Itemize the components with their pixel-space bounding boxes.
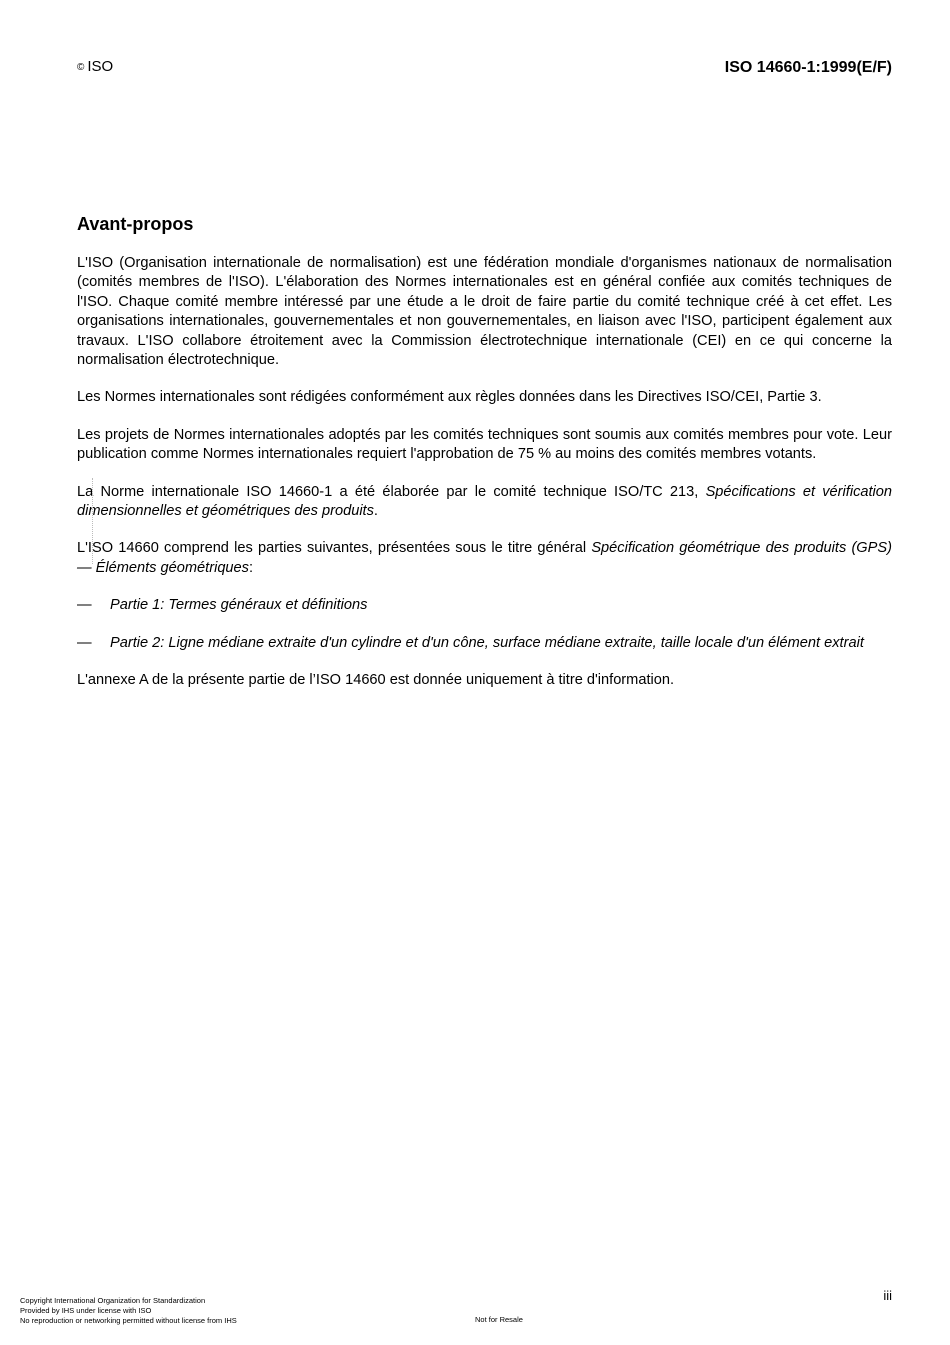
list-item (77, 596, 892, 615)
footer-line-2: Provided by IHS under license with ISO (20, 1306, 152, 1315)
revision-mark (92, 478, 93, 564)
footer-copyright (20, 1296, 237, 1326)
copyright-symbol: © (77, 62, 85, 73)
committee-title: Spécifications et vérification dimensionnelles et géométriques des produits (77, 483, 893, 520)
paragraph-directives: Les Normes internationales sont rédigées conformément aux règles données dans les Directives ISO/CEI, Partie 3. (77, 389, 822, 406)
committee-end: . (373, 503, 378, 520)
footer-line-1: Copyright International Organization for Standardization (20, 1296, 206, 1305)
list-item-text: Partie 1: Termes généraux et définitions (110, 597, 368, 614)
paragraph-drafts: Les projets de Normes internationales adoptés par les comités techniques sont soumis aux comités membres pour vote. Leur publication comme Normes internationales requiert l'approbation de 75 % au moins des comités membres votants. (77, 426, 892, 463)
document-reference: ISO 14660-1:1999(E/F) (724, 59, 892, 76)
page-number: iii (883, 1288, 892, 1303)
list-item-text: Partie 2: Ligne médiane extraite d'un cylindre et d'un cône, surface médiane extraite, taille locale d'un élément extrait (110, 634, 864, 651)
parts-text: L'ISO 14660 comprend les parties suivantes, présentées sous le titre général (77, 540, 592, 557)
paragraph-annex: L'annexe A de la présente partie de l’ISO 14660 est donnée uniquement à titre d'information. (77, 672, 675, 689)
parts-title: Spécification géométrique des produits (GPS) — Éléments géométriques (77, 540, 892, 576)
header-left-label: ISO (87, 58, 114, 75)
list-item (77, 634, 892, 653)
committee-text: La Norme internationale ISO 14660-1 a été élaborée par le comité technique ISO/TC 213, (77, 483, 706, 500)
paragraph-committee (77, 483, 892, 522)
parts-end: : (248, 559, 254, 576)
list-dash: — (77, 597, 92, 614)
footer-not-for-resale: Not for Resale (475, 1315, 523, 1324)
header-copyright (77, 58, 113, 75)
list-dash: — (77, 634, 92, 651)
page-title: Avant-propos (77, 214, 194, 234)
paragraph-iso-intro: L'ISO (Organisation internationale de normalisation) est une fédération mondiale d'organismes nationaux de normalisation (comités membres de l'ISO). L'élaboration des Normes internationales est en général confiée aux comités techniques de l'ISO. Chaque comité membre intéressé par une étude a le droit de faire partie du comité technique créé à cet effet. Les organisations internationales, gouvernementales et non gouvernementales, en liaison avec l'ISO, participent également aux travaux. L'ISO collabore étroitement avec la Commission électrotechnique internationale (CEI) en ce qui concerne la normalisation électrotechnique. (77, 255, 892, 369)
paragraph-parts (77, 539, 892, 578)
foreword-section (77, 212, 892, 709)
footer-line-3: No reproduction or networking permitted without license from IHS (20, 1316, 237, 1325)
